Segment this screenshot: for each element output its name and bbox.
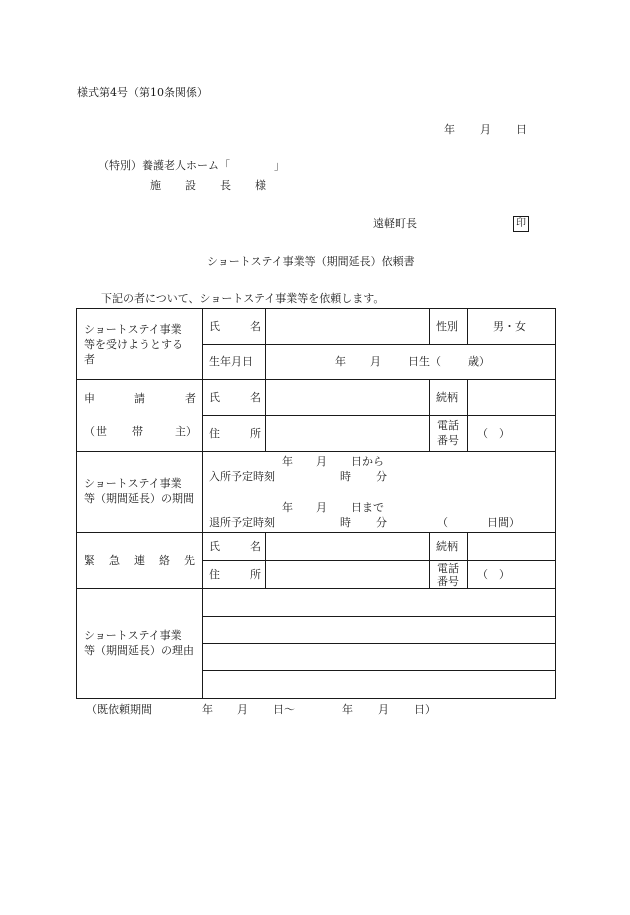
reason-label: ショートステイ事業 [84, 629, 182, 642]
applicant-phone-label: 電話 [437, 419, 459, 432]
prior-from-month: 月 [237, 703, 248, 716]
emergency-address-label: 住 [209, 568, 220, 581]
emergency-label: 絡 [159, 554, 170, 567]
recipient-name-label: 氏 [209, 320, 220, 333]
prior-from-year: 年 [202, 703, 213, 716]
from-year: 年 [282, 455, 293, 468]
document-title: ショートステイ事業等（期間延長）依頼書 [207, 255, 415, 268]
days-open: （ [437, 516, 448, 529]
applicant-address-label: 住 [209, 427, 220, 440]
days-close: 日間） [487, 516, 520, 529]
period-label: 等（期間延長）の期間 [84, 492, 194, 505]
applicant-phone-value: （ ） [477, 427, 510, 440]
applicant-label: 主） [175, 425, 197, 438]
birth-day: 日生（ [408, 355, 441, 368]
addressee-char: 様 [255, 179, 266, 192]
emergency-name-label: 名 [250, 540, 261, 553]
applicant-name-label: 名 [250, 391, 261, 404]
emergency-phone-value: （ ） [477, 568, 510, 581]
emergency-phone-label: 電話 [437, 562, 459, 575]
birth-year: 年 [335, 355, 346, 368]
to-day: 日まで [351, 501, 384, 514]
recipient-sex-label: 性別 [436, 320, 458, 333]
recipient-label: 者 [84, 353, 95, 366]
birth-month: 月 [370, 355, 381, 368]
prior-to-month: 月 [378, 703, 389, 716]
form-number: 様式第4号（第10条関係） [77, 86, 208, 99]
prior-period-label: （既依頼期間 [86, 703, 152, 716]
date-year: 年 [444, 123, 455, 136]
emergency-relation-label: 続柄 [436, 540, 458, 553]
emergency-name-label: 氏 [209, 540, 220, 553]
applicant-label: （ [84, 425, 95, 438]
exit-time-label: 退所予定時刻 [209, 516, 275, 529]
applicant-label: 世 [96, 425, 107, 438]
reason-label: 等（期間延長）の理由 [84, 644, 194, 657]
applicant-label: 者 [185, 392, 196, 405]
date-day: 日 [516, 123, 527, 136]
from-month: 月 [316, 455, 327, 468]
applicant-relation-label: 続柄 [436, 391, 458, 404]
exit-minute: 分 [376, 516, 387, 529]
emergency-address-label: 所 [250, 568, 261, 581]
exit-hour: 時 [340, 516, 351, 529]
addressee-char: 施 [150, 179, 161, 192]
addressee-facility: （特別）養護老人ホーム「 」 [98, 159, 285, 172]
emergency-label: 先 [184, 554, 195, 567]
entry-minute: 分 [376, 470, 387, 483]
entry-time-label: 入所予定時刻 [209, 470, 275, 483]
seal-mark: 印 [513, 216, 529, 232]
emergency-label: 急 [109, 554, 120, 567]
from-day: 日から [351, 455, 384, 468]
recipient-sex-value: 男・女 [493, 320, 526, 333]
date-month: 月 [480, 123, 491, 136]
applicant-phone-label: 番号 [437, 434, 459, 447]
addressee-char: 設 [185, 179, 196, 192]
applicant-label: 申 [84, 392, 95, 405]
applicant-label: 帯 [132, 425, 143, 438]
emergency-label: 緊 [84, 554, 95, 567]
emergency-label: 連 [134, 554, 145, 567]
period-label: ショートステイ事業 [84, 477, 182, 490]
applicant-address-label: 所 [250, 427, 261, 440]
recipient-name-label: 名 [250, 320, 261, 333]
recipient-label: ショートステイ事業 [84, 323, 182, 336]
applicant-name-label: 氏 [209, 391, 220, 404]
addressee-char: 長 [220, 179, 231, 192]
emergency-phone-label: 番号 [437, 575, 459, 588]
recipient-label: 等を受けようとする [84, 338, 183, 351]
sender-name: 遠軽町長 [373, 217, 417, 230]
prior-to-year: 年 [342, 703, 353, 716]
recipient-birth-label: 生年月日 [209, 355, 253, 368]
prior-from-day: 日〜 [273, 703, 295, 716]
intro-text: 下記の者について、ショートステイ事業等を依頼します。 [101, 292, 385, 305]
prior-to-day: 日） [414, 703, 436, 716]
to-month: 月 [316, 501, 327, 514]
entry-hour: 時 [340, 470, 351, 483]
to-year: 年 [282, 501, 293, 514]
applicant-label: 請 [134, 392, 145, 405]
birth-age: 歳） [468, 355, 490, 368]
